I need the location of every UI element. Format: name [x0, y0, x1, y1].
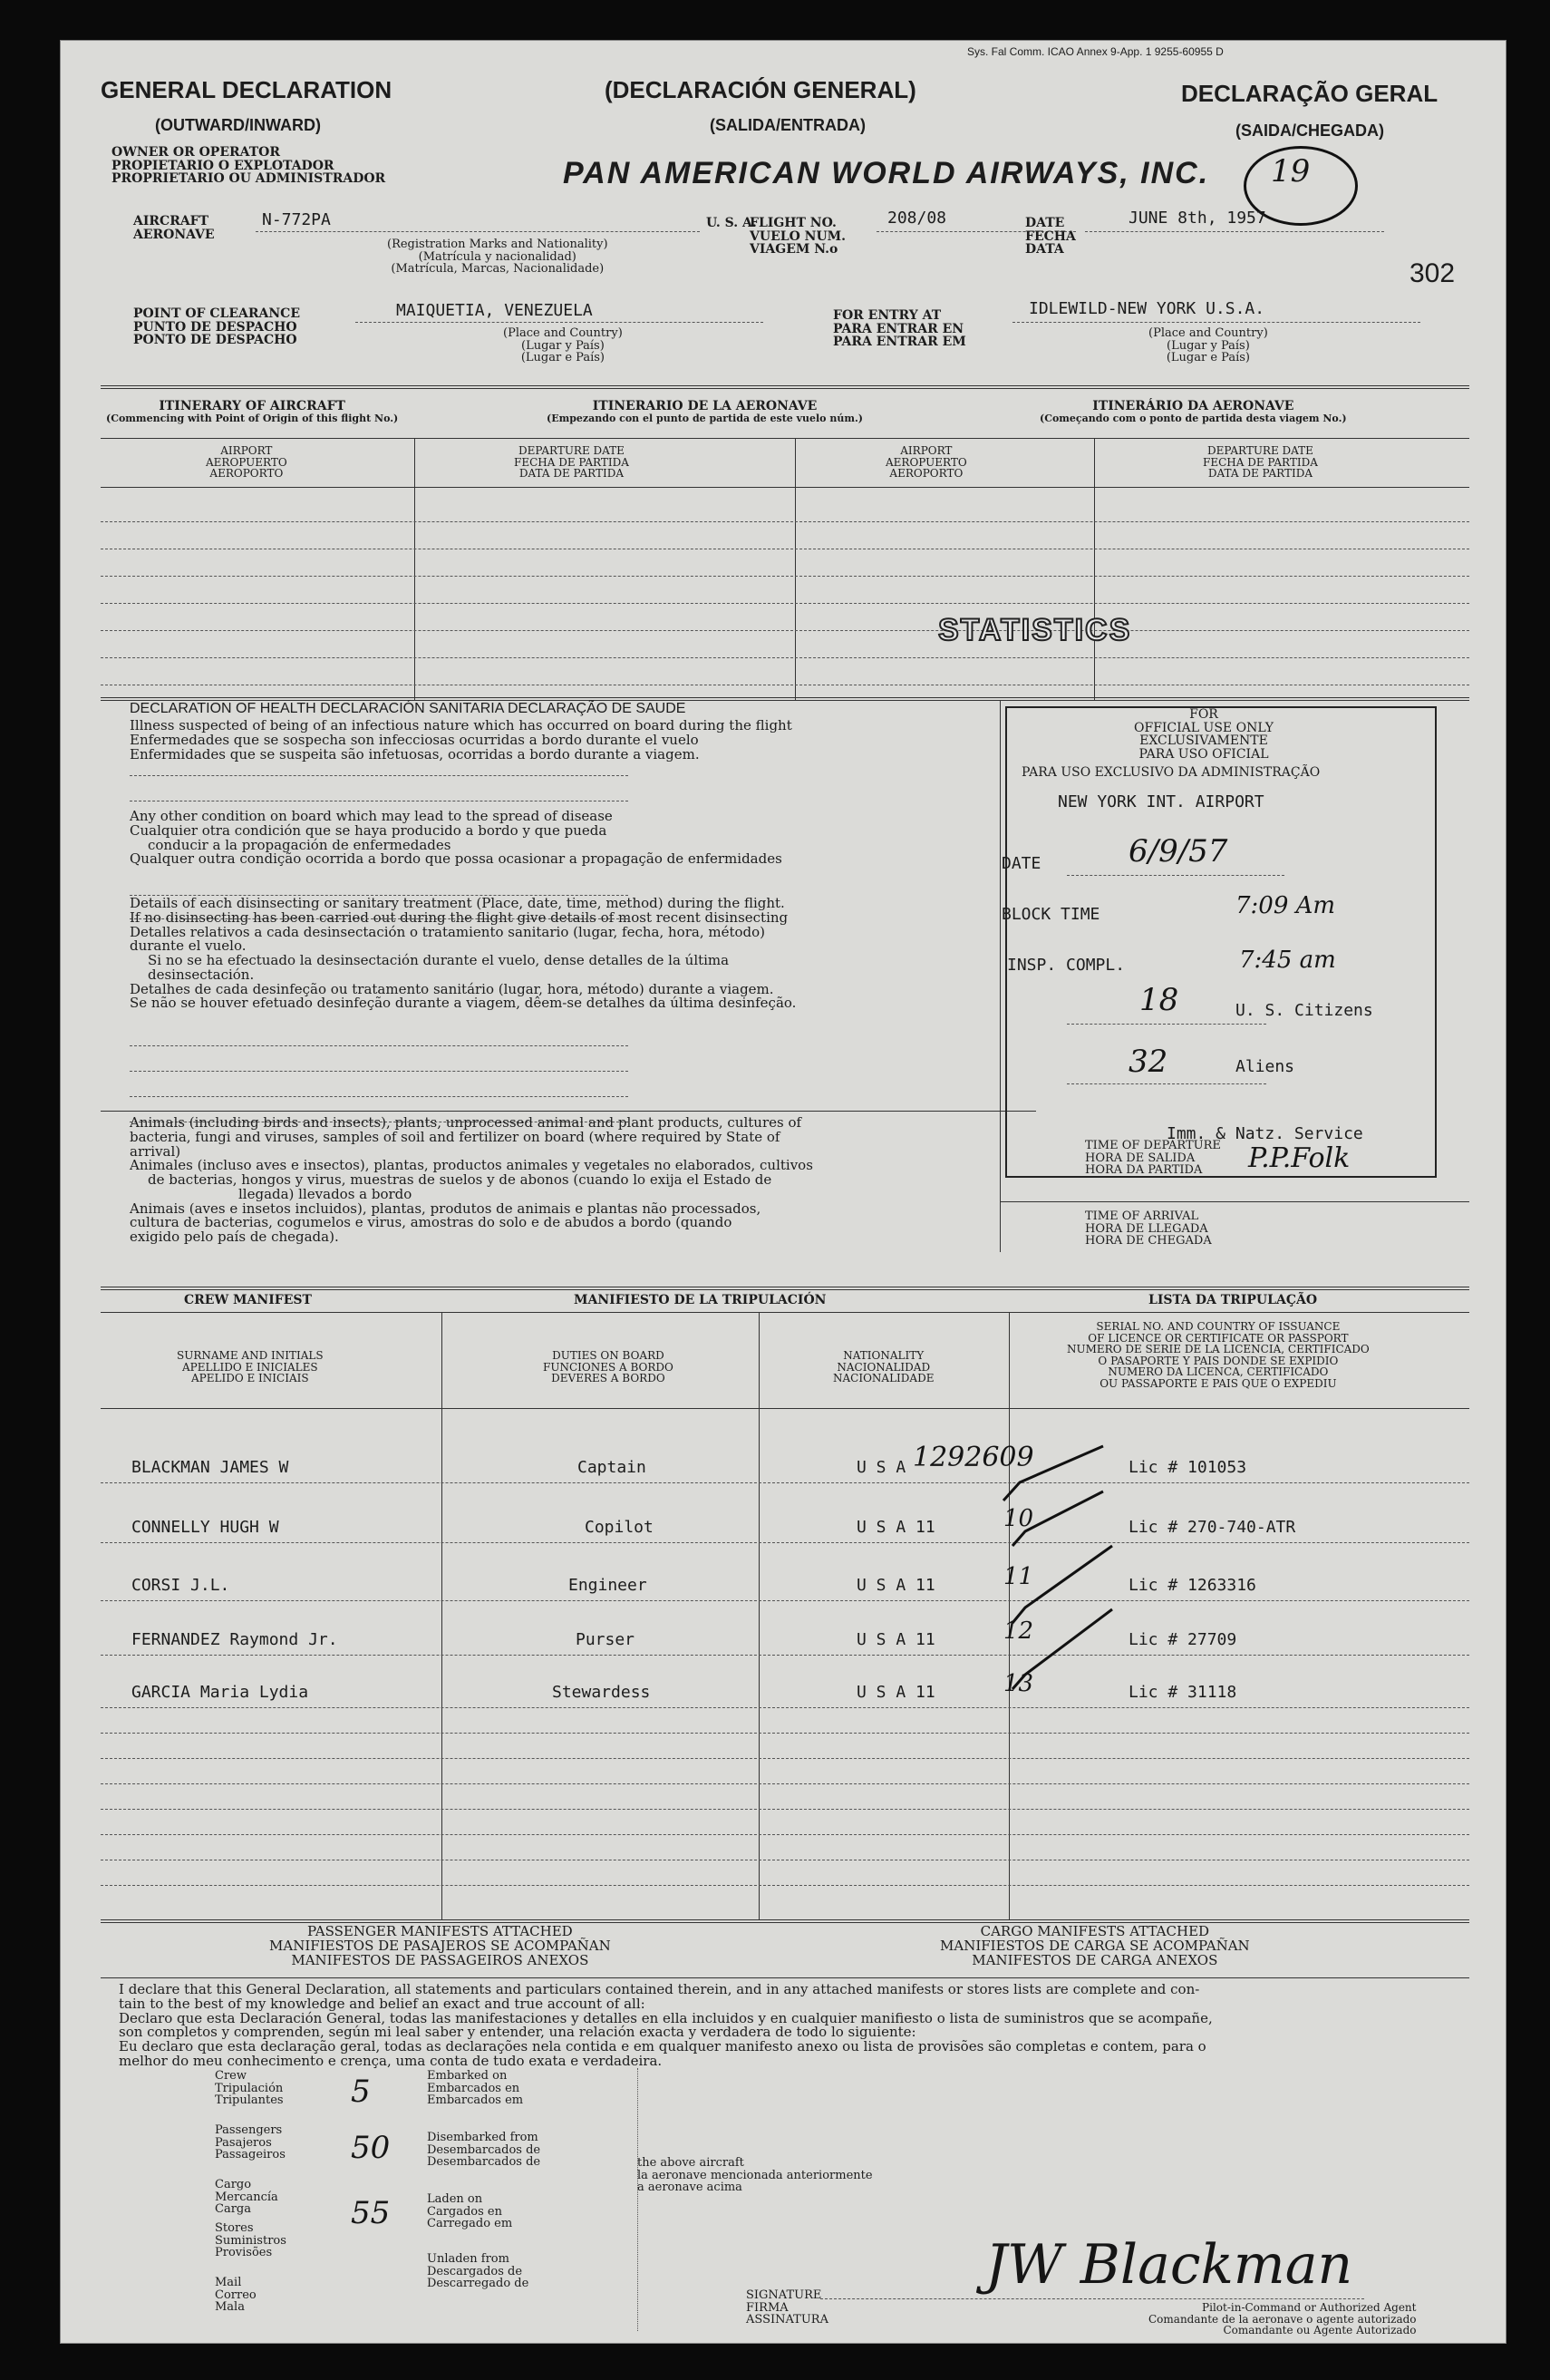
- stamp-aliens-count: 32: [1129, 1044, 1168, 1080]
- aircraft-label: AIRCRAFT AERONAVE: [133, 214, 215, 242]
- stamp-block-time-value: 7:09 Am: [1235, 892, 1336, 919]
- passenger-manifests-attached: PASSENGER MANIFESTS ATTACHED MANIFIESTOS DE PASAJEROS SE ACOMPAÑAN MANIFESTOS DE PASSAGEIROS ANEXOS: [269, 1923, 611, 1968]
- signature-label: SIGNATURE FIRMA ASSINATURA: [746, 2288, 828, 2327]
- stamp-airport: NEW YORK INT. AIRPORT: [1058, 792, 1264, 811]
- title-portuguese-sub: (SAIDA/CHEGADA): [1235, 121, 1384, 140]
- disembarked-label: Disembarked from Desembarcados de Desembarcados de: [427, 2131, 541, 2170]
- entry-label: FOR ENTRY AT PARA ENTRAR EN PARA ENTRAR EM: [833, 308, 966, 350]
- itinerary-spanish: ITINERARIO DE LA AERONAVE (Empezando con el punto de partida de este vuelo núm.): [547, 399, 864, 424]
- health-other-condition-text: Any other condition on board which may lead to the spread of disease Cualquier otra condición que se haya producido a bordo y que pueda conducir a la propagación de enfermedades Qualquer outra condição ocorrida a bordo que possa ocasionar a propagação de enfermidades: [130, 808, 782, 868]
- official-use-pt: PARA USO EXCLUSIVO DA ADMINISTRAÇÃO: [1022, 765, 1321, 780]
- itinerary-departure-col-2: DEPARTURE DATE FECHA DE PARTIDA DATA DE PARTIDA: [1203, 444, 1318, 481]
- crew-col-nationality: NATIONALITY NACIONALIDAD NACIONALIDADE: [833, 1349, 935, 1385]
- above-aircraft-text: the above aircraft la aeronave mencionada anteriormente a aeronave acima: [637, 2156, 873, 2195]
- health-illness-text: Illness suspected of being of an infectious nature which has occurred on board during the flight Enfermedades que se sospecha son infecciosas ocurridas a bordo durante el vuelo Enfermidades que se suspeita são infetuosas, ocorridas a bordo durante a viagem.: [130, 717, 792, 763]
- pilot-signature: JW Blackman: [985, 2233, 1353, 2297]
- page-number: 302: [1410, 258, 1456, 288]
- passengers-count-label: Passengers Pasajeros Passageiros: [215, 2123, 286, 2162]
- health-title: DECLARATION OF HEALTH DECLARACIÓN SANITARIA DECLARAÇÃO DE SAUDE: [130, 701, 686, 716]
- stamp-citizens-count: 18: [1139, 982, 1179, 1018]
- itinerary-english: ITINERARY OF AIRCRAFT (Commencing with Point of Origin of this flight No.): [106, 399, 399, 424]
- crew-col-duties: DUTIES ON BOARD FUNCIONES A BORDO DEVERES A BORDO: [543, 1349, 673, 1385]
- itinerary-portuguese: ITINERÁRIO DA AERONAVE (Começando com o ponto de partida desta viagem No.): [1040, 399, 1347, 424]
- stamp-date-value: 6/9/57: [1129, 833, 1228, 869]
- cargo-count-label: Cargo Mercancía Carga: [215, 2178, 278, 2217]
- title-english-sub: (OUTWARD/INWARD): [155, 116, 321, 134]
- declaration-text: I declare that this General Declaration, all statements and particulars contained therein, and in any attached manifests or stores lists are complete and con- tain to the best of my knowledge and belief an exact and true account of all: Declaro que esta Declaración General, todas las manifestaciones y detalles en ella incluidos y en cualquier manifiesto o lista de suministros que se acompañe, son completos y comprenden, según mi leal saber y entender, una relación exacta y verdadera de todo lo siguiente: Eu declaro que esta declaração geral, todas as declarações nela contida e em qualquer manifesto anexo ou lista de provisões são completas e contem, para o melhor do meu conhecimento e crença, uma conta de tudo exata e verdadeira.: [119, 1981, 1213, 2069]
- date-value: JUNE 8th, 1957: [1129, 209, 1266, 228]
- owner-label: OWNER OR OPERATOR PROPIETARIO O EXPLOTADOR PROPRIETARIO OU ADMINISTRADOR: [111, 145, 386, 187]
- crew-col-surname: SURNAME AND INITIALS APELLIDO E INICIALES APELIDO E INICIAIS: [177, 1349, 324, 1385]
- point-of-clearance-label: POINT OF CLEARANCE PUNTO DE DESPACHO PONTO DE DESPACHO: [133, 306, 300, 348]
- itinerary-departure-col: DEPARTURE DATE FECHA DE PARTIDA DATA DE PARTIDA: [514, 444, 629, 481]
- point-of-clearance-value: MAIQUETIA, VENEZUELA: [396, 301, 593, 320]
- time-of-departure-label: TIME OF DEPARTURE HORA DE SALIDA HORA DA PARTIDA: [1085, 1139, 1221, 1178]
- entry-value: IDLEWILD-NEW YORK U.S.A.: [1029, 299, 1265, 318]
- title-spanish: (DECLARACIÓN GENERAL): [605, 76, 916, 103]
- date-label: DATE FECHA DATA: [1025, 216, 1076, 257]
- general-declaration-form: Sys. Fal Comm. ICAO Annex 9-App. 1 9255-60955 D GENERAL DECLARATION (OUTWARD/INWARD) (DECLARACIÓN GENERAL) (SALIDA/ENTRADA) DECLARAÇÃO GERAL (SAIDA/CHEGADA) OWNER OR OPERATOR PROPIETARIO O EXPLOTADOR PROPRIETARIO OU ADMINISTRADOR PAN AMERICAN WORLD AIRWAYS, INC. 19 AIRCRAFT AERONAVE N-772PA (Registration Marks and Nationality) (Matrícula y nacionalidad) (Matrícula, Marcas, Nacionalidade) U. S. A. FLIGHT NO. VUELO NUM. VIAGEM N.o 208/08 DATE FECHA DATA JUNE 8th, 1957 302 POINT OF CLEARANCE PUNTO DE DESPACHO PONTO DE DESPACHO MAIQUETIA, VENEZUELA (Place and Country) (Lugar y País) (Lugar e País) FOR ENTRY AT PARA ENTRAR EN PARA ENTRAR EM IDLEWILD-NEW YORK U.S.A. (Place and Country) (Lugar y País) (Lugar e País) ITINERARY OF AIRCRAFT (Commencing with Point of Origin of this flight No.) ITINERARIO DE LA AERONAVE (Empezando con el punto de partida de este vuelo núm.) ITINERÁRIO DA AERONAVE (Começando com o ponto de partida desta viagem No.) AIRPORT AEROPUERTO AEROPORTO DEPARTURE DATE FECHA DE PARTIDA DATA DE PARTIDA AIRPORT AEROPUERTO AEROPORTO DEPARTURE DATE FECHA DE PARTIDA DATA DE PARTIDA STATISTICS DECLARATION OF HEALTH DECLARACIÓN SANITARIA DECLARAÇÃO DE SAUDE Illness suspected of being of an infectious nature which has occurred on board during the flight Enfermedades que se sospecha son infecciosas ocurridas a bordo durante el vuelo Enfermidades que se suspeita são infetuosas, ocorridas a bordo durante a viagem. Any other condition on board which may lead to the spread of disease Cualquier otra condición que se haya producido a bordo y que pueda conducir a la propagación de enfermedades Qualquer outra condição ocorrida a bordo que possa ocasionar a propagação de enfermidades Details of each disinsecting or sanitary treatment (Place, date, time, method) during the flight. If no disinsecting has been carried out during the flight give details of most recent disinsecting Detalles relativos a cada desinsectación o tratamiento sanitario (lugar, fecha, hora, método) durante el vuelo. Si no se ha efectuado la desinsectación durante el vuelo, dense detalles de la última desinsectación. Detalhes de cada desinfeção ou tratamento sanitário (lugar, hora, método) durante a viagem. Se não se houver efetuado desinfeção durante a viagem, dêem-se detalhes da última desinfeção. Animals (including birds and insects), plants, unprocessed animal and plant products, cultures of bacteria, fungi and viruses, samples of soil and fertilizer on board (where required by State of arrival) Animales (incluso aves e insectos), plantas, productos animales y vegetales no elaborados, cultivos de bacterias, hongos y virus, muestras de suelos y de abonos (cuando lo exija el Estado de llegada) llevados a bordo Animais (aves e insetos incluidos), plantas, produtos de animais e plantas não processados, cultura de bacterias, cogumelos e virus, amostras do solo e de abudos a bordo (quando exigido pelo país de chegada). FOR OFFICIAL USE ONLY EXCLUSIVAMENTE PARA USO OFICIAL PARA USO EXCLUSIVO DA ADMINISTRAÇÃO NEW YORK INT. AIRPORT DATE 6/9/57 BLOCK TIME 7:09 Am INSP. COMPL. 7:45 am 18 U. S. Citizens 32 Aliens Imm. & Natz. Service TIME OF DEPARTURE HORA DE SALIDA HORA DA PARTIDA P.P.Folk TIME OF ARRIVAL HORA DE LLEGADA HORA DE CHEGADA CREW MANIFEST MANIFIESTO DE LA TRIPULACIÓN LISTA DA TRIPULAÇÃO SURNAME AND INITIALS APELLIDO E INICIALES APELIDO E INICIAIS DUTIES ON BOARD FUNCIONES A BORDO DEVERES A BORDO NATIONALITY NACIONALIDAD NACIONALIDADE SERIAL NO. AND COUNTRY OF ISSUANCE OF LICENCE OR CERTIFICATE OR PASSPORT NUMERO DE SERIE DE LA LICENCIA, CERTIFICADO O PASAPORTE Y PAIS DONDE SE EXPIDIO NUMERO DA LICENCA, CERTIFICADO OU PASSAPORTE E PAIS QUE O EXPEDIU BLACKMAN JAMES W Captain U S A 1292609 Lic # 101053 CONNELLY HUGH W Copilot U S A 11 10 Lic # 270-740-ATR CORSI J.L. Engineer U S A 11 11 Lic # 1263316 FERNANDEZ Raymond Jr. Purser U S A 11 12 Lic # 27709 GARCIA Maria Lydia Stewardess U S A 11 13 Lic # 31118 PASSENGER MANIFESTS ATTACHED MANIFIESTOS DE PASAJEROS SE ACOMPAÑAN MANIFESTOS DE PASSAGEIROS ANEXOS CARGO MANIFESTS ATTACHED MANIFIESTOS DE CARGA SE ACOMPAÑAN MANIFESTOS DE CARGA ANEXOS I declare that this General Declaration, all statements and particulars contained therein, and in any attached manifests or stores lists are complete and con- tain to the best of my knowledge and belief an exact and true account of all: Declaro que esta Declaración General, todas las manifestaciones y detalles en ella incluidos y en cualquier manifiesto o lista de suministros que se acompañe, son completos y comprenden, según mi leal saber y entender, una relación exacta y verdadera de todo lo siguiente: Eu declaro que esta declaração geral, todas as declarações nela contida e em qualquer manifesto anexo ou lista de provisões são completas e contem, para o melhor do meu conhecimento e crença, uma conta de tudo exata e verdadeira. Crew Tripulación Tripulantes Passengers Pasajeros Passageiros Cargo Mercancía Carga Stores Suministros Provisões Mail Correo Mala 5 50 55 Embarked on Embarcados en Embarcados em Disembarked from Desembarcados de Desembarcados de Laden on Cargados en Carregado em Unladen from Descargados de Descarregado de the above aircraft la aeronave mencionada anteriormente a aeronave acima SIGNATURE FIRMA ASSINATURA JW Blackman Pilot-in-Command or Authorized Agent Comandante de la aeronave o agente autorizado Comandante ou Agente Autorizado: [60, 40, 1506, 2344]
- stamp-service: Imm. & Natz. Service: [1167, 1124, 1363, 1143]
- stamp-block-time-label: BLOCK TIME: [1002, 905, 1100, 924]
- unladen-label: Unladen from Descargados de Descarregado de: [427, 2252, 529, 2291]
- place-country-label: (Place and Country) (Lugar y País) (Lugar e País): [503, 326, 623, 365]
- flight-number: 208/08: [887, 209, 947, 228]
- passengers-count-value: 50: [351, 2130, 391, 2166]
- usa-label: U. S. A.: [706, 216, 757, 230]
- title-spanish-sub: (SALIDA/ENTRADA): [710, 116, 866, 134]
- crew-count-value: 5: [351, 2074, 371, 2110]
- crew-check-marks: [994, 1437, 1121, 1718]
- mail-count-label: Mail Correo Mala: [215, 2276, 257, 2315]
- stamp-citizens-label: U. S. Citizens: [1235, 1001, 1373, 1020]
- crew-count-label: Crew Tripulación Tripulantes: [215, 2069, 284, 2108]
- entry-place-label: (Place and Country) (Lugar y País) (Lugar e País): [1148, 326, 1268, 365]
- stamp-aliens-label: Aliens: [1235, 1057, 1295, 1076]
- cargo-manifests-attached: CARGO MANIFESTS ATTACHED MANIFIESTOS DE CARGA SE ACOMPAÑAN MANIFESTOS DE CARGA ANEXOS: [940, 1923, 1250, 1968]
- handwritten-number: 19: [1271, 153, 1311, 189]
- health-animals-text: Animals (including birds and insects), plants, unprocessed animal and plant products, cultures of bacteria, fungi and viruses, samples of soil and fertilizer on board (where required by State of arrival) Animales (incluso aves e insectos), plantas, productos animales y vegetales no elaborados, cultivos de bacterias, hongos y virus, muestras de suelos y de abonos (cuando lo exija el Estado de llegada) llevados a bordo Animais (aves e insetos incluidos), plantas, produtos de animais e plantas não processados, cultura de bacterias, cogumelos e virus, amostras do solo e de abudos a bordo (quando exigido pelo país de chegada).: [130, 1114, 813, 1245]
- airline-name: PAN AMERICAN WORLD AIRWAYS, INC.: [563, 156, 1210, 190]
- stamp-inspection-label: INSP. COMPL.: [1007, 956, 1126, 975]
- pilot-in-command-label: Pilot-in-Command or Authorized Agent Comandante de la aeronave o agente autorizado Comandante ou Agente Autorizado: [1148, 2301, 1417, 2337]
- crew-manifest-pt: LISTA DA TRIPULAÇÃO: [1148, 1293, 1318, 1307]
- time-of-arrival-label: TIME OF ARRIVAL HORA DE LLEGADA HORA DE CHEGADA: [1085, 1209, 1212, 1248]
- health-disinsecting-text: Details of each disinsecting or sanitary treatment (Place, date, time, method) during the flight. If no disinsecting has been carried out during the flight give details of most recent disinsecting Detalles relativos a cada desinsectación o tratamiento sanitario (lugar, fecha, hora, método) durante el vuelo. Si no se ha efectuado la desinsectación durante el vuelo, dense detalles de la última desinsectación. Detalhes de cada desinfeção ou tratamento sanitário (lugar, hora, método) durante a viagem. Se não se houver efetuado desinfeção durante a viagem, dêem-se detalhes da última desinfeção.: [130, 895, 797, 1012]
- stores-count-label: Stores Suministros Provisões: [215, 2221, 286, 2260]
- aircraft-sublabel: (Registration Marks and Nationality) (Matrícula y nacionalidad) (Matrícula, Marcas, Nacionalidade): [387, 238, 608, 277]
- form-reference: Sys. Fal Comm. ICAO Annex 9-App. 1 9255-60955 D: [967, 45, 1224, 58]
- cargo-count-value: 55: [351, 2195, 391, 2231]
- embarked-label: Embarked on Embarcados en Embarcados em: [427, 2069, 524, 2108]
- stamp-date-label: DATE: [1002, 854, 1041, 873]
- crew-manifest-en: CREW MANIFEST: [184, 1293, 312, 1307]
- crew-col-licence: SERIAL NO. AND COUNTRY OF ISSUANCE OF LICENCE OR CERTIFICATE OR PASSPORT NUMERO DE SERIE DE LA LICENCIA, CERTIFICADO O PASAPORTE Y PAIS DONDE SE EXPIDIO NUMERO DA LICENCA, CERTIFICADO OU PASSAPORTE E PAIS QUE O EXPEDIU: [1067, 1320, 1370, 1390]
- aircraft-value: N-772PA: [262, 210, 331, 229]
- title-portuguese: DECLARAÇÃO GERAL: [1181, 80, 1439, 107]
- statistics-stamp: STATISTICS: [938, 613, 1132, 647]
- crew-manifest-es: MANIFIESTO DE LA TRIPULACIÓN: [574, 1293, 827, 1307]
- itinerary-airport-col-2: AIRPORT AEROPUERTO AEROPORTO: [886, 444, 967, 481]
- stamp-inspection-value: 7:45 am: [1239, 947, 1336, 974]
- title-english: GENERAL DECLARATION: [101, 76, 392, 103]
- laden-label: Laden on Cargados en Carregado em: [427, 2192, 513, 2231]
- official-use-label: FOR OFFICIAL USE ONLY EXCLUSIVAMENTE PARA USO OFICIAL: [1134, 707, 1274, 763]
- flight-label: FLIGHT NO. VUELO NUM. VIAGEM N.o: [750, 216, 847, 257]
- itinerary-airport-col: AIRPORT AEROPUERTO AEROPORTO: [206, 444, 287, 481]
- stamp-signature: P.P.Folk: [1248, 1142, 1351, 1174]
